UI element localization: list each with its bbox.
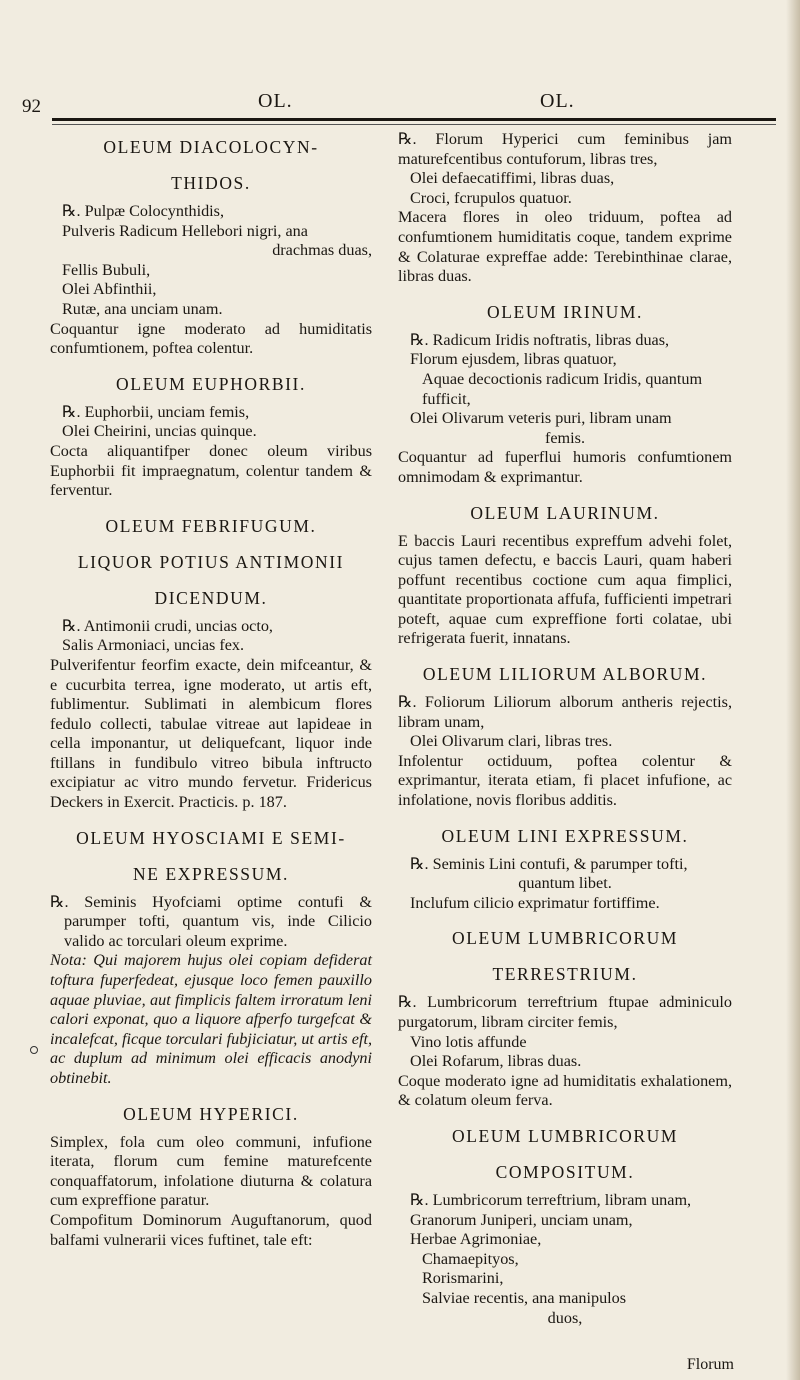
text-line: Nota: Qui majorem hujus olei copiam defiderat toftura fuperfedeat, ejusque loco femen pauxillo aquae pluviae, aut fimplicis faltem irroratum leni calori exponat, quo a liquore afperfo turgefcat & incalefcat, ficque torculari fubjiciatur, ut artis eft, ac duplum ad minimum olei efficacis anodyni obtinebit. [50, 951, 372, 1087]
text-line: E baccis Lauri recentibus expreffum advehi folet, cujus tamen defectu, e baccis Lauri, quam haberi poffunt recentibus coctione cum aqua fimplici, quantitate proportionata affufa, fufficienti impetrari poteft, aquae cum expreffione forti colatae, ubi refrigerata fuerit, innatans. [398, 531, 732, 648]
text-line: Compofitum Dominorum Auguftanorum, quod balfami vulnerarii vices fuftinet, tale eft: [50, 1210, 372, 1249]
left-column [50, 130, 372, 1250]
text-line: ℞. Foliorum Liliorum alborum antheris rejectis, libram unam, [398, 693, 732, 731]
section-heading: OLEUM LINI EXPRESSUM. [441, 825, 689, 846]
section-heading: NE EXPRESSUM. [133, 863, 289, 884]
section-heading: OLEUM HYPERICI. [123, 1103, 299, 1124]
text-line: duos, [547, 1308, 583, 1327]
text-line: Pulverifentur feorfim exacte, dein mifceantur, & e cucurbita terrea, igne moderato, ut artis eft, fublimentur. Sublimati in alembicum flores fedulo collecti, tabulae vitreae aut lapideae in cella imponantur, ut deliquefcant, liquor inde ftillans in fundibulo vitreo bibula inftructo excipiatur ac vitro mundo fervetur. Fridericus Deckers in Exercit. Practicis. p. 187. [50, 655, 372, 812]
section-heading: DICENDUM. [154, 587, 268, 608]
section-heading: OLEUM LUMBRICORUM [451, 1125, 679, 1146]
text-line: Fellis Bubuli, [62, 260, 151, 279]
section-heading: OLEUM LAURINUM. [470, 502, 660, 523]
text-line: Olei defaecatiffimi, libras duas, [410, 169, 615, 188]
section-heading: OLEUM LILIORUM ALBORUM. [422, 664, 708, 685]
section-heading: OLEUM LUMBRICORUM [451, 928, 679, 949]
section-heading: LIQUOR POTIUS ANTIMONII [77, 551, 345, 572]
text-line: femis. [544, 428, 585, 447]
text-line: Olei Olivarum veteris puri, libram unam [410, 409, 672, 428]
text-line: Olei Cheirini, uncias quinque. [62, 422, 257, 441]
text-line: quantum libet. [518, 874, 612, 893]
text-line: Macera flores in oleo triduum, poftea ad confumtionem humiditatis coque, tandem exprime & Colaturae expreffae adde: Terebinthinae clarae, libras duas. [398, 208, 732, 286]
text-line: ℞. Euphorbii, unciam femis, [62, 402, 250, 421]
text-line: Rorismarini, [422, 1269, 504, 1288]
section-heading: OLEUM DIACOLOCYN- [103, 137, 319, 157]
text-line: Granorum Juniperi, unciam unam, [410, 1210, 633, 1229]
text-line: Aquae decoctionis radicum Iridis, quantum fufficit, [422, 369, 703, 408]
text-line: Salviae recentis, ana manipulos [422, 1288, 627, 1307]
running-head-left: OL. [258, 90, 293, 112]
text-line: drachmas duas, [272, 241, 372, 260]
text-line: ℞. Radicum Iridis noftratis, libras duas, [410, 330, 670, 349]
text-line: Florum ejusdem, libras quatuor, [410, 350, 617, 369]
text-line: Infolentur octiduum, poftea colentur & exprimantur, iterata etiam, fi placet infufione, ac infolatione, novis floribus additis. [398, 751, 732, 810]
text-line: Cocta aliquantifper donec oleum viribus Euphorbii fit impraegnatum, colentur tandem & ferventur. [50, 441, 372, 500]
text-line: Coque moderato igne ad humiditatis exhalationem, & colatum oleum ferva. [398, 1071, 732, 1110]
text-line: Olei Rofarum, libras duas. [410, 1052, 582, 1071]
section-heading: OLEUM EUPHORBII. [116, 373, 306, 394]
text-line: Rutæ, ana unciam unam. [62, 299, 223, 318]
text-line: Salis Armoniaci, uncias fex. [62, 636, 245, 655]
text-line: Olei Olivarum clari, libras tres. [410, 732, 613, 751]
text-line: ℞. Antimonii crudi, uncias octo, [62, 616, 273, 635]
section-heading: OLEUM HYOSCIAMI E SEMI- [76, 827, 346, 848]
text-line: Vino lotis affunde [410, 1032, 527, 1051]
text-line: ℞. Seminis Lini contufi, & parumper tofti, [410, 854, 688, 873]
text-line: ℞. Lumbricorum terreftrium ftupae adminiculo purgatorum, libram circiter femis, [398, 993, 732, 1031]
catchword: Florum [686, 1356, 734, 1373]
text-line: ℞. Seminis Hyofciami optime contufi & parumper tofti, quantum vis, inde Cilicio valido ac torculari oleum exprime. [50, 892, 372, 950]
page-edge-shadow [786, 0, 800, 1380]
text-line: Pulveris Radicum Hellebori nigri, ana [62, 221, 308, 240]
text-line: ℞. Pulpæ Colocynthidis, [62, 202, 225, 220]
section-heading: THIDOS. [171, 173, 251, 193]
text-line: Simplex, fola cum oleo communi, infufione iterata, florum cum femine maturefcente conquaffatorum, infolatione diuturna & colatura cum expreffione paratur. [50, 1132, 372, 1210]
text-line: Chamaepityos, [422, 1249, 519, 1268]
text-line: Croci, fcrupulos quatuor. [410, 188, 572, 207]
text-line: Herbae Agrimoniae, [410, 1230, 542, 1249]
margin-mark [30, 1046, 38, 1054]
text-line: Coquantur ad fuperflui humoris confumtionem omnimodam & exprimantur. [398, 448, 732, 486]
section-heading: COMPOSITUM. [495, 1161, 635, 1182]
text-line: ℞. Lumbricorum terreftrium, libram unam, [410, 1190, 692, 1209]
text-line: Olei Abfinthii, [62, 280, 157, 299]
text-line: ℞. Florum Hyperici cum feminibus jam maturefcentibus contuforum, libras tres, [398, 130, 732, 168]
section-heading: OLEUM FEBRIFUGUM. [105, 515, 317, 536]
text-line: Coquantur igne moderato ad humiditatis confumtionem, poftea colentur. [50, 319, 372, 358]
section-heading: OLEUM IRINUM. [487, 301, 643, 322]
page-number: 92 [22, 96, 41, 117]
text-line: Inclufum cilicio exprimatur fortiffime. [410, 893, 660, 912]
header-rule [52, 118, 776, 121]
running-head-right: OL. [540, 90, 575, 112]
section-heading: TERRESTRIUM. [492, 964, 638, 985]
right-column [398, 130, 732, 1328]
header-rule-thin [52, 124, 776, 125]
